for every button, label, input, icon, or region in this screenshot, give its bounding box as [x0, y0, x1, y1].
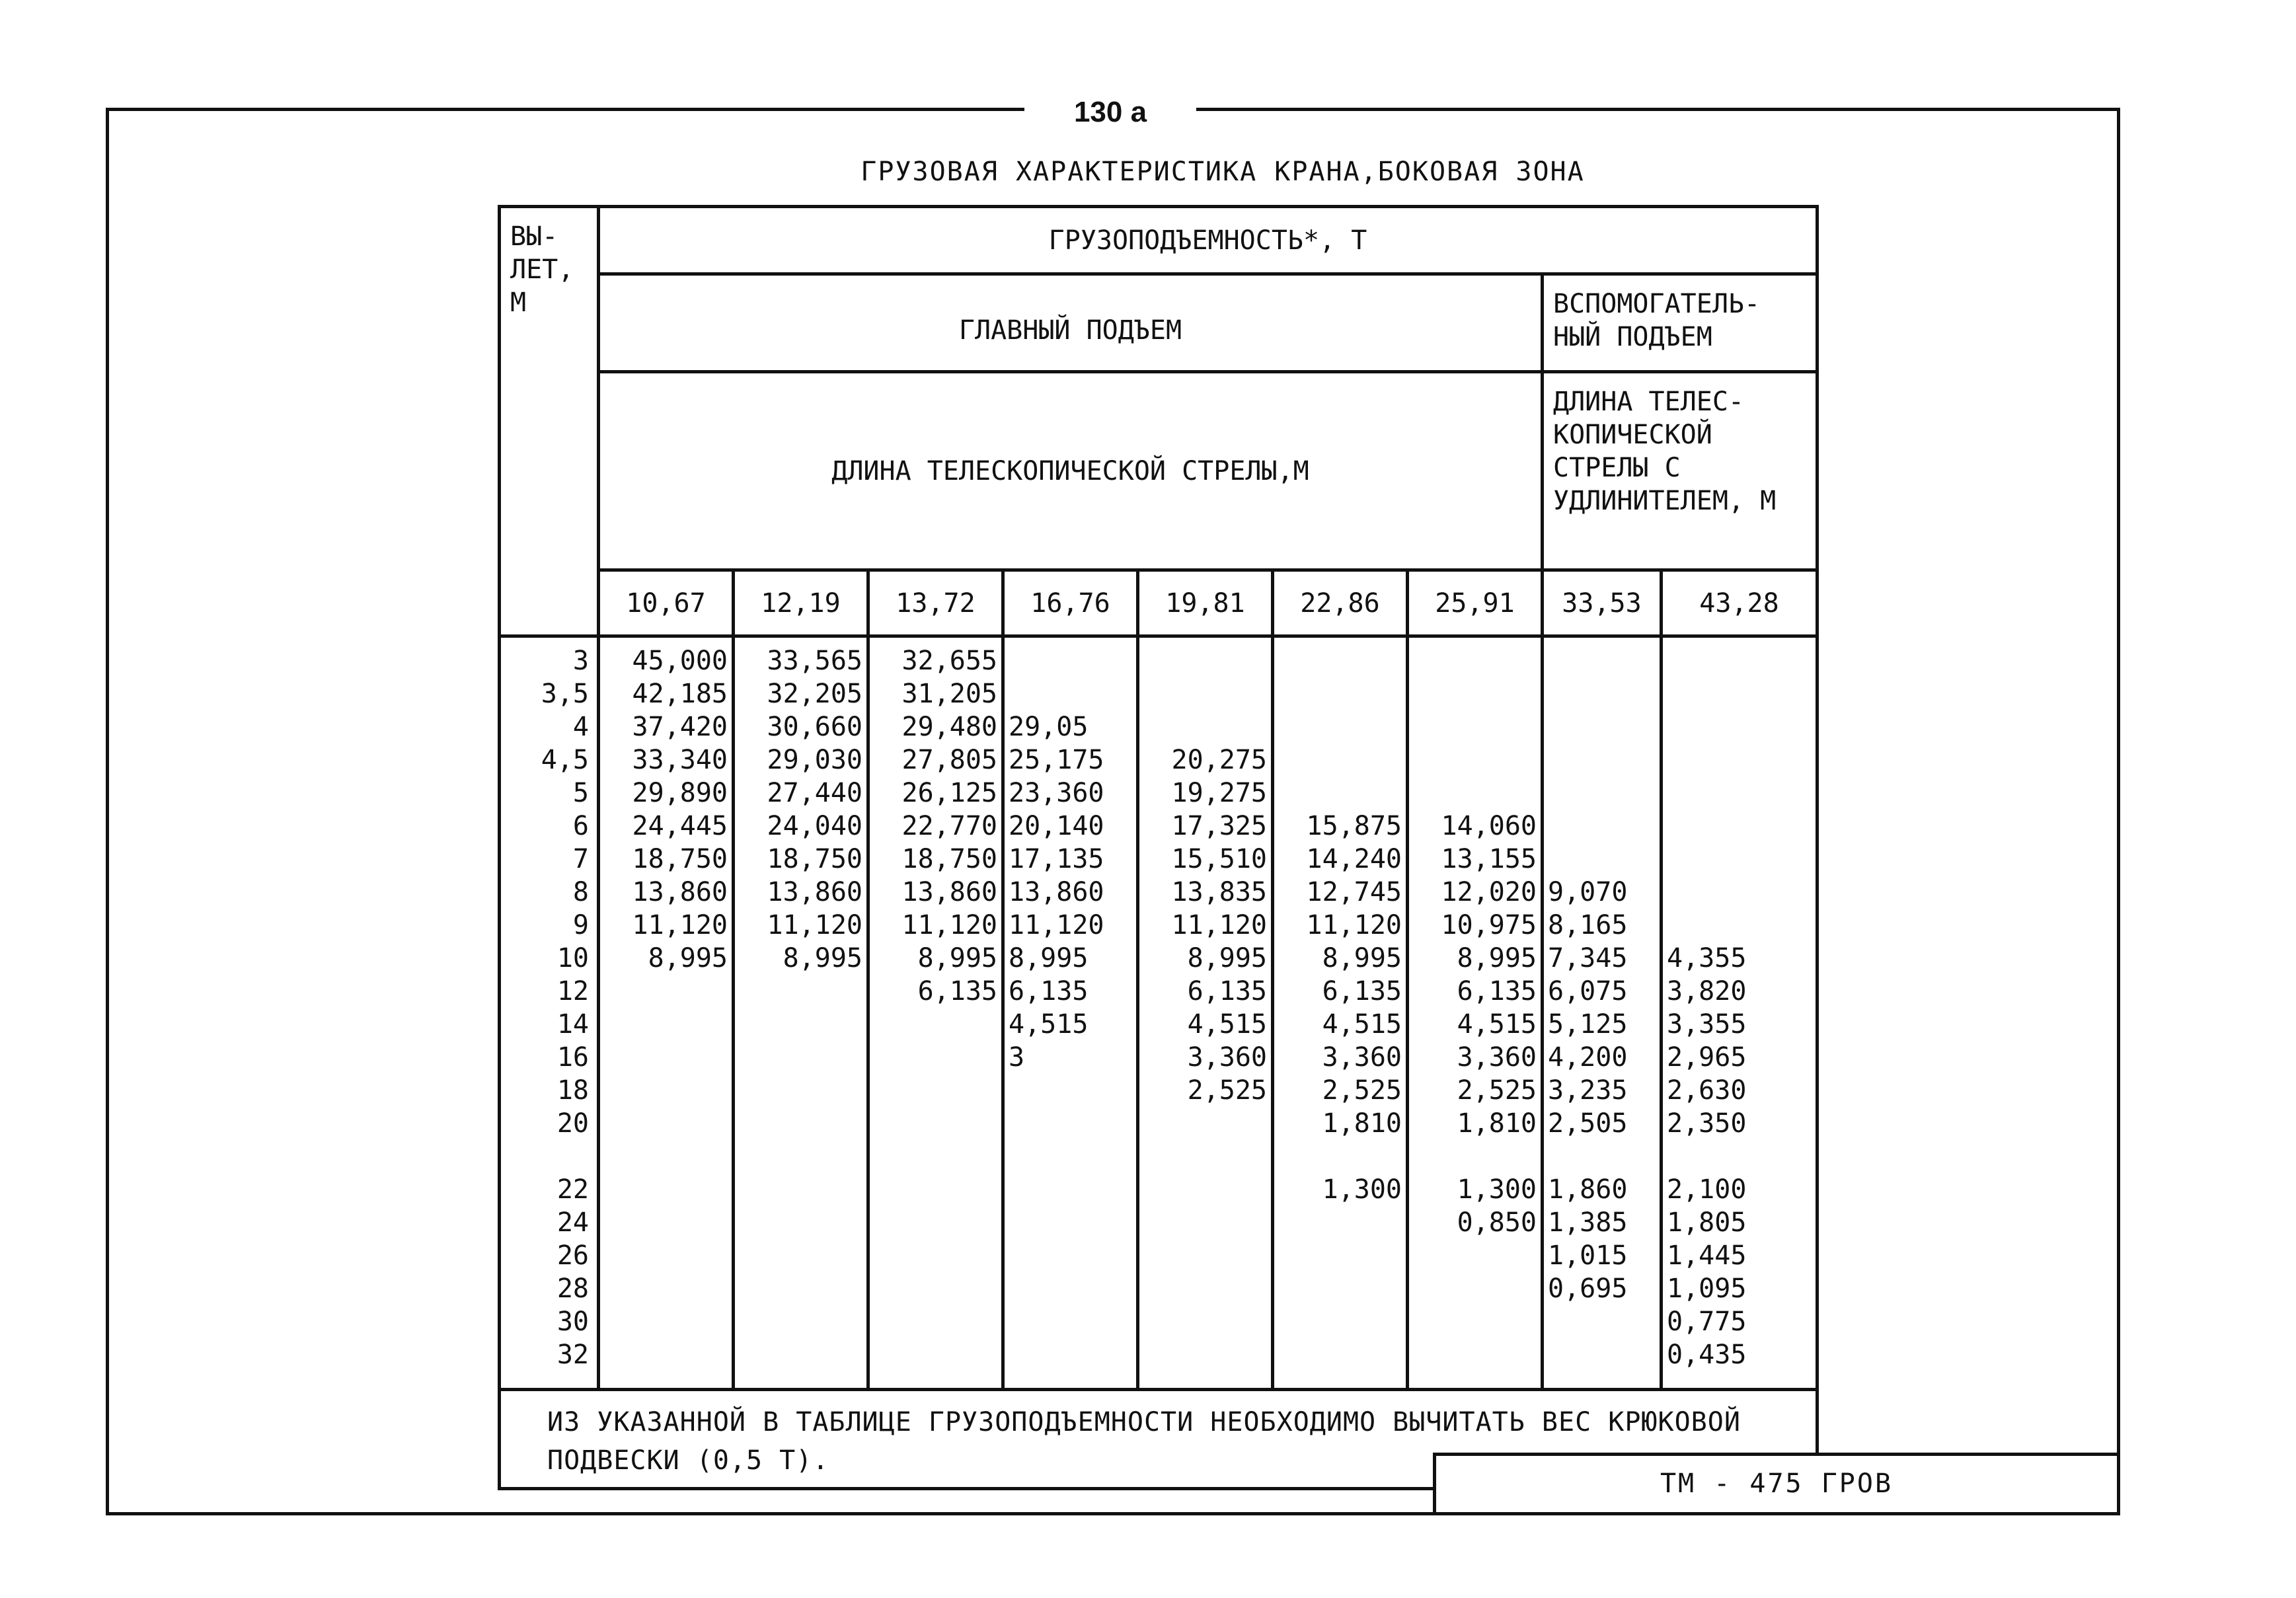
- capacity-value: 8,995: [917, 943, 997, 973]
- capacity-value: [1278, 677, 1402, 710]
- capacity-value: 2,525: [1457, 1075, 1537, 1106]
- capacity-column: [1543, 636, 1662, 1390]
- capacity-value: 18,750: [901, 844, 997, 874]
- capacity-value: 1,810: [1457, 1108, 1537, 1139]
- capacity-value: 4,515: [1187, 1009, 1267, 1040]
- capacity-value: 6,135: [1009, 976, 1089, 1007]
- boom-length-cell: 16,76: [1003, 570, 1138, 636]
- capacity-column: [1408, 636, 1543, 1390]
- capacity-value: 2,350: [1667, 1108, 1747, 1139]
- capacity-value: [1143, 644, 1267, 677]
- radius-value: 18: [556, 1075, 589, 1106]
- capacity-column: [1138, 636, 1273, 1390]
- capacity-column: [1003, 636, 1138, 1390]
- capacity-value: 3,235: [1548, 1075, 1628, 1106]
- capacity-value: [1667, 1140, 1812, 1173]
- capacity-value: 13,860: [1009, 877, 1104, 907]
- capacity-value: 8,995: [1457, 943, 1537, 973]
- capacity-value: 8,995: [648, 943, 728, 973]
- capacity-value: 14,240: [1306, 844, 1402, 874]
- capacity-value: 2,525: [1322, 1075, 1402, 1106]
- capacity-value: 4,200: [1548, 1042, 1628, 1073]
- capacity-value: 24,040: [767, 811, 862, 841]
- capacity-value: 8,995: [1009, 943, 1089, 973]
- capacity-value: 27,805: [901, 745, 997, 775]
- capacity-value: 2,525: [1187, 1075, 1267, 1106]
- row-gap: [505, 1140, 589, 1173]
- boom-length-cell: 43,28: [1662, 570, 1818, 636]
- capacity-value: [1667, 810, 1812, 843]
- capacity-value: 1,810: [1322, 1108, 1402, 1139]
- radius-value: 4,5: [541, 745, 589, 775]
- capacity-value: 10,975: [1441, 910, 1537, 940]
- radius-value: 7: [572, 844, 589, 874]
- capacity-value: 1,015: [1548, 1240, 1628, 1271]
- capacity-data-row: [500, 636, 1818, 1390]
- capacity-value: 33,565: [767, 646, 862, 676]
- capacity-value: [1278, 1140, 1402, 1173]
- aux-boom-length-header: ДЛИНА ТЕЛЕС- КОПИЧЕСКОЙ СТРЕЛЫ С УДЛИНИТЕЛЕМ, М: [1543, 372, 1818, 570]
- capacity-value: [1278, 777, 1402, 810]
- capacity-value: 4,515: [1322, 1009, 1402, 1040]
- capacity-value: 26,125: [901, 778, 997, 808]
- capacity-value: 33,340: [632, 745, 728, 775]
- capacity-value: 13,835: [1171, 877, 1267, 907]
- capacity-value: 12,020: [1441, 877, 1537, 907]
- capacity-value: 30,660: [767, 712, 862, 742]
- capacity-value: 24,445: [632, 811, 728, 841]
- radius-value: 3: [572, 646, 589, 676]
- capacity-value: 4,515: [1009, 1009, 1089, 1040]
- capacity-value: 13,860: [901, 877, 997, 907]
- boom-length-cell: 33,53: [1543, 570, 1662, 636]
- radius-value: 20: [556, 1108, 589, 1139]
- capacity-value: [1667, 777, 1812, 810]
- capacity-value: 37,420: [632, 712, 728, 742]
- capacity-value: 19,275: [1171, 778, 1267, 808]
- main-boom-length-header: ДЛИНА ТЕЛЕСКОПИЧЕСКОЙ СТРЕЛЫ,М: [599, 372, 1543, 570]
- capacity-value: [1667, 644, 1812, 677]
- capacity-column: [868, 636, 1003, 1390]
- capacity-value: 8,165: [1548, 910, 1628, 940]
- capacity-value: 6,135: [1457, 976, 1537, 1007]
- capacity-value: 11,120: [1009, 910, 1104, 940]
- capacity-value: 3,355: [1667, 1009, 1747, 1040]
- capacity-value: 29,480: [901, 712, 997, 742]
- capacity-value: 14,060: [1441, 811, 1537, 841]
- capacity-value: 8,995: [1322, 943, 1402, 973]
- capacity-value: 3,820: [1667, 976, 1747, 1007]
- capacity-value: [1667, 677, 1812, 710]
- capacity-value: [1143, 710, 1267, 743]
- radius-value: 5: [572, 778, 589, 808]
- document-title: ГРУЗОВАЯ ХАРАКТЕРИСТИКА КРАНА,БОКОВАЯ ЗОНА: [861, 157, 1585, 187]
- capacity-value: [1667, 710, 1812, 743]
- capacity-column: [1662, 636, 1818, 1390]
- capacity-value: [1548, 1140, 1656, 1173]
- capacity-value: 2,505: [1548, 1108, 1628, 1139]
- capacity-value: 6,135: [1187, 976, 1267, 1007]
- capacity-value: 6,135: [1322, 976, 1402, 1007]
- capacity-value: 1,300: [1322, 1174, 1402, 1205]
- capacity-value: 11,120: [1171, 910, 1267, 940]
- radius-column: [500, 636, 599, 1390]
- capacity-value: 15,875: [1306, 811, 1402, 841]
- capacity-value: 0,775: [1667, 1307, 1747, 1337]
- boom-length-cell: 19,81: [1138, 570, 1273, 636]
- boom-length-cell: 10,67: [599, 570, 734, 636]
- capacity-value: [1009, 677, 1132, 710]
- capacity-value: [1667, 843, 1812, 876]
- capacity-value: 4,355: [1667, 943, 1747, 973]
- capacity-value: 23,360: [1009, 778, 1104, 808]
- capacity-value: [1009, 644, 1132, 677]
- capacity-value: [1413, 710, 1537, 743]
- radius-value: 6: [572, 811, 589, 841]
- capacity-value: 8,995: [1187, 943, 1267, 973]
- boom-length-cell: 12,19: [734, 570, 868, 636]
- capacity-value: 3,360: [1187, 1042, 1267, 1073]
- capacity-value: 27,440: [767, 778, 862, 808]
- document-code-stamp: ТМ - 475 ГРОВ: [1433, 1453, 2120, 1515]
- capacity-value: 2,965: [1667, 1042, 1747, 1073]
- capacity-value: 12,745: [1306, 877, 1402, 907]
- capacity-value: 1,095: [1667, 1274, 1747, 1304]
- capacity-column: [1273, 636, 1408, 1390]
- capacity-value: 0,695: [1548, 1274, 1628, 1304]
- capacity-value: 3,360: [1322, 1042, 1402, 1073]
- capacity-value: [1667, 743, 1812, 777]
- radius-value: 28: [556, 1274, 589, 1304]
- capacity-value: 25,175: [1009, 745, 1104, 775]
- capacity-value: 20,140: [1009, 811, 1104, 841]
- capacity-value: 31,205: [901, 679, 997, 709]
- capacity-value: [1548, 843, 1656, 876]
- capacity-value: [1413, 677, 1537, 710]
- capacity-value: 11,120: [1306, 910, 1402, 940]
- capacity-column: [599, 636, 734, 1390]
- capacity-value: 1,860: [1548, 1174, 1628, 1205]
- radius-value: 32: [556, 1340, 589, 1370]
- capacity-value: 22,770: [901, 811, 997, 841]
- capacity-value: [1278, 743, 1402, 777]
- capacity-value: [1548, 644, 1656, 677]
- load-chart-table: [498, 205, 1819, 1490]
- capacity-value: 11,120: [767, 910, 862, 940]
- boom-length-row: [500, 570, 1818, 636]
- boom-length-cell: 22,86: [1273, 570, 1408, 636]
- radius-value: 12: [556, 976, 589, 1007]
- radius-value: 30: [556, 1307, 589, 1337]
- capacity-value: 17,325: [1171, 811, 1267, 841]
- capacity-value: 11,120: [901, 910, 997, 940]
- capacity-header: ГРУЗОПОДЪЕМНОСТЬ*, Т: [599, 207, 1818, 274]
- capacity-value: [1548, 743, 1656, 777]
- capacity-value: 29,05: [1009, 712, 1089, 742]
- radius-value: 9: [572, 910, 589, 940]
- capacity-value: [1413, 777, 1537, 810]
- capacity-value: 3,360: [1457, 1042, 1537, 1073]
- boom-length-cell: 13,72: [868, 570, 1003, 636]
- capacity-value: 29,030: [767, 745, 862, 775]
- capacity-value: 17,135: [1009, 844, 1104, 874]
- page-number: 130 а: [1024, 93, 1196, 132]
- capacity-value: 0,850: [1457, 1207, 1537, 1238]
- capacity-value: 1,300: [1457, 1174, 1537, 1205]
- capacity-value: 13,860: [632, 877, 728, 907]
- capacity-value: 2,100: [1667, 1174, 1747, 1205]
- radius-value: 4: [572, 712, 589, 742]
- capacity-value: [1278, 710, 1402, 743]
- capacity-value: 32,655: [901, 646, 997, 676]
- footnote: ИЗ УКАЗАННОЙ В ТАБЛИЦЕ ГРУЗОПОДЪЕМНОСТИ НЕОБХОДИМО ВЫЧИТАТЬ ВЕС КРЮКОВОЙ ПОДВЕСКИ (0,5 Т).: [500, 1390, 1818, 1489]
- capacity-value: 13,860: [767, 877, 862, 907]
- radius-value: 14: [556, 1009, 589, 1040]
- radius-value: 22: [556, 1174, 589, 1205]
- capacity-value: 8,995: [783, 943, 862, 973]
- radius-value: 8: [572, 877, 589, 907]
- capacity-value: 45,000: [632, 646, 728, 676]
- radius-value: 3,5: [541, 679, 589, 709]
- capacity-value: 7,345: [1548, 943, 1628, 973]
- capacity-value: 6,075: [1548, 976, 1628, 1007]
- aux-hoist-header: ВСПОМОГАТЕЛЬ- НЫЙ ПОДЪЕМ: [1543, 274, 1818, 372]
- capacity-value: 9,070: [1548, 877, 1628, 907]
- capacity-value: [1548, 777, 1656, 810]
- capacity-value: [1413, 644, 1537, 677]
- boom-length-cell: 25,91: [1408, 570, 1543, 636]
- capacity-value: 18,750: [767, 844, 862, 874]
- capacity-value: 18,750: [632, 844, 728, 874]
- capacity-value: 20,275: [1171, 745, 1267, 775]
- capacity-value: 1,805: [1667, 1207, 1747, 1238]
- capacity-value: 15,510: [1171, 844, 1267, 874]
- capacity-value: [1413, 743, 1537, 777]
- capacity-value: 5,125: [1548, 1009, 1628, 1040]
- capacity-value: [1667, 909, 1812, 942]
- radius-value: 10: [556, 943, 589, 973]
- capacity-value: 0,435: [1667, 1340, 1747, 1370]
- capacity-value: 42,185: [632, 679, 728, 709]
- capacity-value: 4,515: [1457, 1009, 1537, 1040]
- radius-header: ВЫ- ЛЕТ, М: [500, 207, 599, 636]
- capacity-value: [1667, 876, 1812, 909]
- capacity-column: [734, 636, 868, 1390]
- capacity-value: 11,120: [632, 910, 728, 940]
- radius-value: 16: [556, 1042, 589, 1073]
- capacity-value: 29,890: [632, 778, 728, 808]
- capacity-value: 3: [1009, 1042, 1025, 1073]
- radius-value: 26: [556, 1240, 589, 1271]
- capacity-value: 13,155: [1441, 844, 1537, 874]
- capacity-value: [1143, 677, 1267, 710]
- capacity-value: [1548, 810, 1656, 843]
- main-hoist-header: ГЛАВНЫЙ ПОДЪЕМ: [599, 274, 1543, 372]
- capacity-value: 32,205: [767, 679, 862, 709]
- radius-value: 24: [556, 1207, 589, 1238]
- capacity-value: [1413, 1140, 1537, 1173]
- capacity-value: 2,630: [1667, 1075, 1747, 1106]
- capacity-value: 1,445: [1667, 1240, 1747, 1271]
- capacity-value: [1548, 677, 1656, 710]
- capacity-value: 6,135: [917, 976, 997, 1007]
- capacity-value: [1548, 710, 1656, 743]
- capacity-value: [1278, 644, 1402, 677]
- capacity-value: 1,385: [1548, 1207, 1628, 1238]
